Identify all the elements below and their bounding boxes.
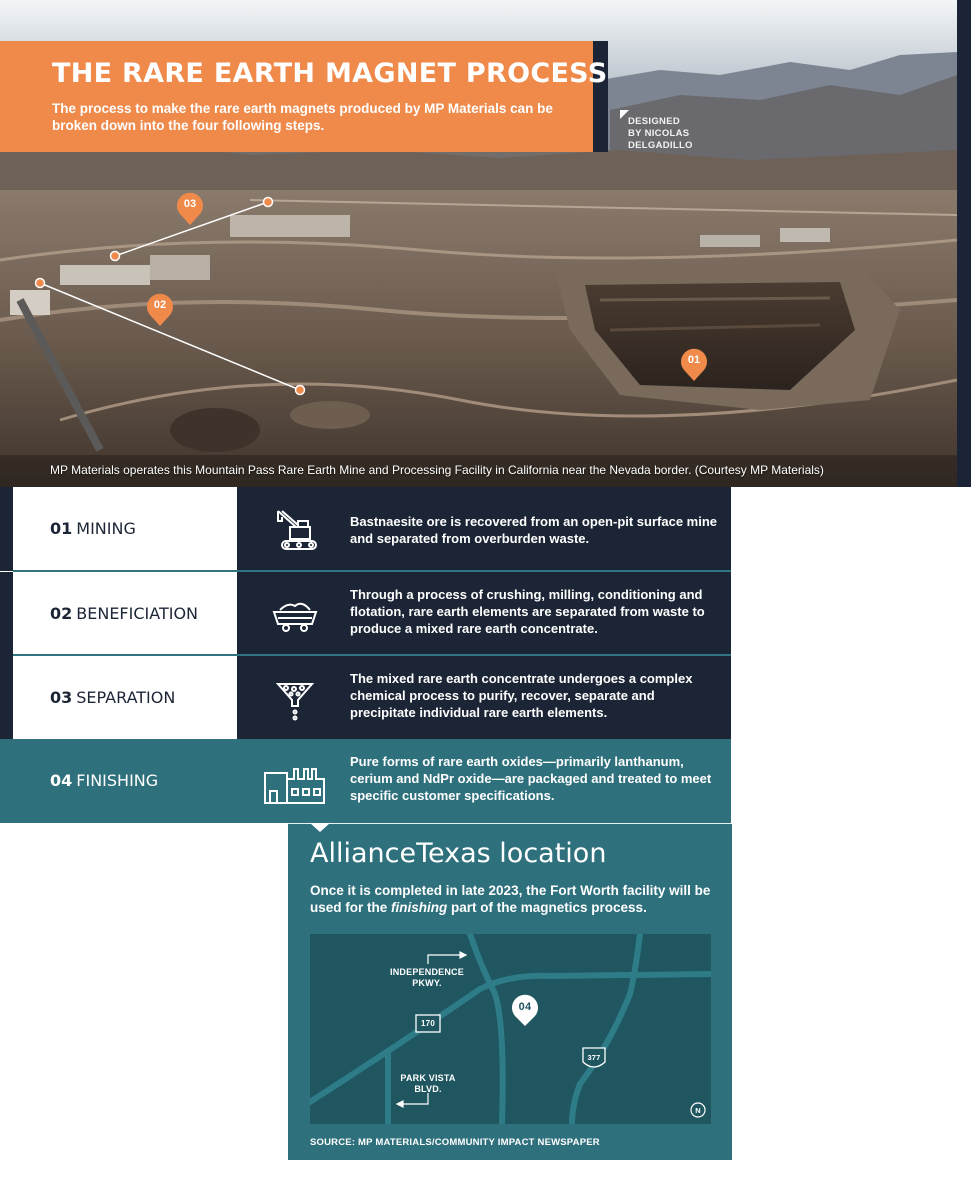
map-pin-03 <box>176 192 204 226</box>
pin-label: 03 <box>183 198 197 210</box>
right-edge-strip <box>957 0 971 487</box>
road-label-line: PKWY. <box>412 978 442 988</box>
pin-label: 01 <box>687 354 701 366</box>
page-subtitle: The process to make the rare earth magnets produced by MP Materials can be broken down into the four following steps. <box>52 101 553 133</box>
row-left-bar <box>0 656 13 740</box>
step-name: BENEFICIATION <box>76 604 198 623</box>
row-left-bar <box>0 572 13 656</box>
road-label-line: BLVD. <box>414 1084 442 1094</box>
step-title <box>50 519 136 538</box>
source-credit: SOURCE: MP MATERIALS/COMMUNITY IMPACT NEWSPAPER <box>310 1137 600 1148</box>
step-description: Through a process of crushing, milling, conditioning and flotation, rare earth elements are separated from waste to produce a mixed rare earth concentrate. <box>350 587 705 636</box>
credit-line: DESIGNED <box>628 116 681 127</box>
step-name: MINING <box>76 519 136 538</box>
highway-170-label: 170 <box>421 1019 435 1028</box>
map-roads <box>310 934 711 1124</box>
step-row-beneficiation <box>0 572 731 656</box>
map-pin-01 <box>680 348 708 382</box>
location-text <box>310 882 720 916</box>
pin-label: 02 <box>153 299 167 311</box>
location-map <box>310 934 711 1124</box>
panel-top-rule <box>288 823 732 824</box>
road-label-line: INDEPENDENCE <box>390 967 464 977</box>
location-text-part: part of the magnetics process. <box>447 900 647 915</box>
step-name: FINISHING <box>76 771 159 790</box>
road-label-line: PARK VISTA <box>400 1073 456 1083</box>
photo-caption: MP Materials operates this Mountain Pass Rare Earth Mine and Processing Facility in California near the Nevada border. (Courtesy MP Materials) <box>50 463 824 477</box>
step-row-mining <box>0 487 731 571</box>
step-title <box>50 688 175 707</box>
step-title <box>50 604 198 623</box>
step-number: 03 <box>50 688 73 707</box>
location-text-part: Once it is completed in late 2023, the Fort Worth facility will be used for the <box>310 883 711 915</box>
step-row-separation <box>0 656 731 740</box>
location-marker-label: 04 <box>518 1001 532 1013</box>
step-description: Bastnaesite ore is recovered from an open-pit surface mine and separated from overburden waste. <box>350 514 718 546</box>
funnel-icon <box>272 676 318 722</box>
page-title: THE RARE EARTH MAGNET PROCESS <box>52 58 608 89</box>
step-number: 04 <box>50 771 73 790</box>
location-text-emphasis: finishing <box>391 900 448 915</box>
step-row-finishing <box>0 739 731 823</box>
excavator-icon <box>272 507 318 553</box>
step-number: 02 <box>50 604 73 623</box>
north-label: N <box>695 1106 701 1115</box>
panel-pointer <box>310 823 330 832</box>
step-name: SEPARATION <box>76 688 176 707</box>
road-label-park-vista <box>390 1073 466 1095</box>
road-label-independence <box>382 967 472 989</box>
step-description: The mixed rare earth concentrate undergoes a complex chemical process to purify, recover, separate and precipitate individual rare earth elements. <box>350 671 693 720</box>
highway-377-label: 377 <box>587 1053 601 1062</box>
factory-icon <box>262 759 328 805</box>
step-title <box>50 771 158 790</box>
credit-line: BY NICOLAS <box>628 128 690 139</box>
designer-credit <box>628 116 738 152</box>
map-pin-02 <box>146 293 174 327</box>
step-description: Pure forms of rare earth oxides—primarily lanthanum, cerium and NdPr oxide—are packaged and treated to meet specific customer specifications. <box>350 754 712 803</box>
step-number: 01 <box>50 519 73 538</box>
location-title: AllianceTexas location <box>310 838 607 869</box>
row-left-bar <box>0 487 13 571</box>
ore-cart-icon <box>272 592 318 638</box>
credit-line: DELGADILLO <box>628 140 693 151</box>
